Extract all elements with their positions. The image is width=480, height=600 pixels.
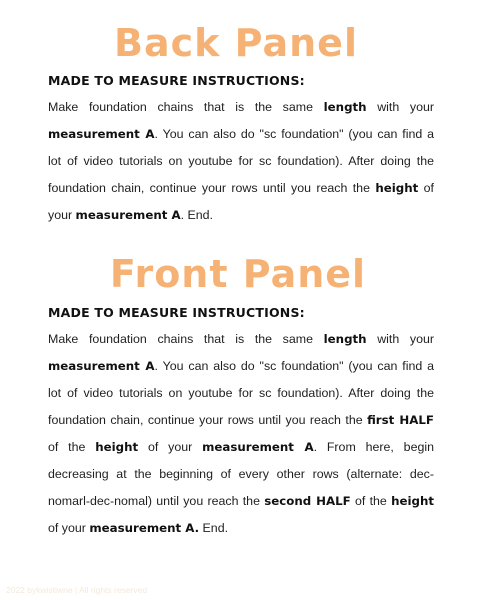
- emphasis-measurement-a: measurement A: [48, 127, 155, 141]
- emphasis-first-half: first HALF: [367, 413, 434, 427]
- text-run: End.: [199, 521, 229, 535]
- emphasis-second-half: second HALF: [264, 494, 351, 508]
- emphasis-height: height: [95, 440, 139, 454]
- emphasis-length: length: [323, 100, 367, 114]
- emphasis-measurement-a: measurement A: [48, 359, 155, 373]
- emphasis-measurement-a: measurement A.: [89, 521, 200, 535]
- text-run: Make foundation chains that is the same: [48, 100, 324, 114]
- text-run: Make foundation chains that is the same: [48, 332, 324, 346]
- text-run: of your: [48, 181, 434, 222]
- back-panel-title: Back Panel: [114, 21, 358, 65]
- text-run: with your: [366, 332, 435, 346]
- front-panel-instructions-text: [48, 326, 434, 542]
- text-run: of your: [138, 440, 203, 454]
- text-run: . You can also do "sc foundation" (you can find a lot of video tutorials on youtube for sc foundation). After doing the foundation chain, continue your rows until you reach the: [48, 127, 435, 195]
- emphasis-height: height: [375, 181, 419, 195]
- back-panel-instructions-text: [48, 94, 434, 229]
- emphasis-height: height: [391, 494, 435, 508]
- text-run: . End.: [180, 208, 213, 222]
- text-run: . You can also do "sc foundation" (you can find a lot of video tutorials on youtube for sc foundation). After doing the foundation chain, continue your rows until you reach the: [48, 359, 435, 427]
- front-panel-title: Front Panel: [109, 252, 367, 296]
- text-run: of your: [48, 521, 90, 535]
- text-run: with your: [366, 100, 435, 114]
- emphasis-length: length: [323, 332, 367, 346]
- front-panel-instructions-heading: MADE TO MEASURE INSTRUCTIONS:: [48, 305, 305, 320]
- text-run: of the: [350, 494, 392, 508]
- text-run: of the: [48, 440, 96, 454]
- emphasis-measurement-a: measurement A: [75, 208, 181, 222]
- copyright-footer: 2022 bykwistiwne | All rights reserved: [6, 585, 148, 595]
- back-panel-instructions-heading: MADE TO MEASURE INSTRUCTIONS:: [48, 73, 305, 88]
- emphasis-measurement-a: measurement A: [202, 440, 314, 454]
- text-run: . From here, begin decreasing at the beginning of every other rows (alternate: dec-nomarl-dec-nomal) until you reach the: [48, 440, 434, 508]
